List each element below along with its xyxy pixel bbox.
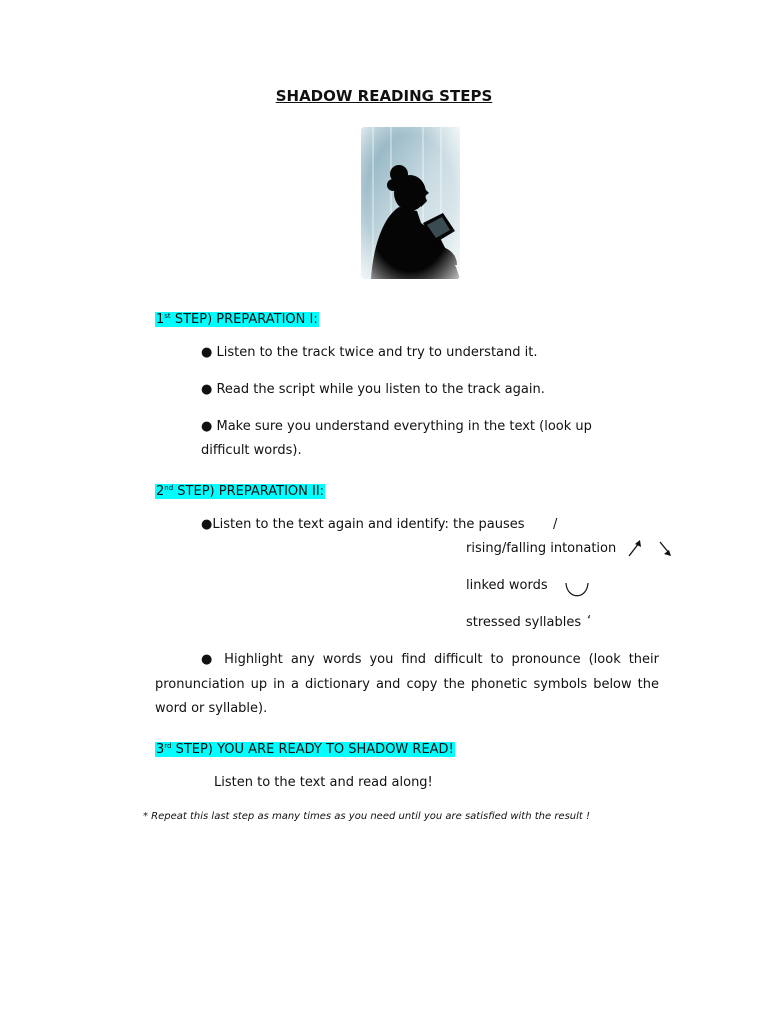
reading-girl-illustration (361, 127, 460, 279)
linked-words-label: linked words (466, 578, 548, 593)
page-title: SHADOW READING STEPS (275, 87, 493, 105)
step3-instruction: Listen to the text and read along! (214, 775, 433, 790)
prep2-highlight-paragraph: ● Highlight any words you find difficult to pronounce (look their pronunciation up in a dictionary and copy the phonetic symbols below the word or syllable). (155, 652, 659, 716)
reading-silhouette-image (361, 127, 460, 279)
step-2-heading: 2nd STEP) PREPARATION II: (156, 484, 325, 499)
linking-arc-icon (563, 580, 591, 600)
intonation-label: rising/falling intonation (466, 541, 617, 556)
repeat-note: * Repeat this last step as many times as you need until you are satisfied with the result ! (143, 811, 591, 822)
prep1-bullet-3-line-2: difficult words). (201, 443, 302, 458)
step-3-heading: 3rd STEP) YOU ARE READY TO SHADOW READ! (156, 742, 454, 757)
prep2-identify: ●Listen to the text again and identify: the pauses (201, 517, 525, 532)
stress-mark-symbol: ‘ (587, 614, 592, 629)
prep1-bullet-3-line-1: ● Make sure you understand everything in the text (look up (201, 419, 592, 434)
stressed-syllables-label: stressed syllables (466, 615, 582, 630)
prep1-bullet-2: ● Read the script while you listen to the track again. (201, 382, 545, 397)
prep1-bullet-1: ● Listen to the track twice and try to understand it. (201, 345, 538, 360)
rising-falling-arrows-icon (626, 538, 676, 560)
step-1-heading: 1st STEP) PREPARATION I: (156, 312, 318, 327)
pause-symbol: / (553, 517, 558, 532)
